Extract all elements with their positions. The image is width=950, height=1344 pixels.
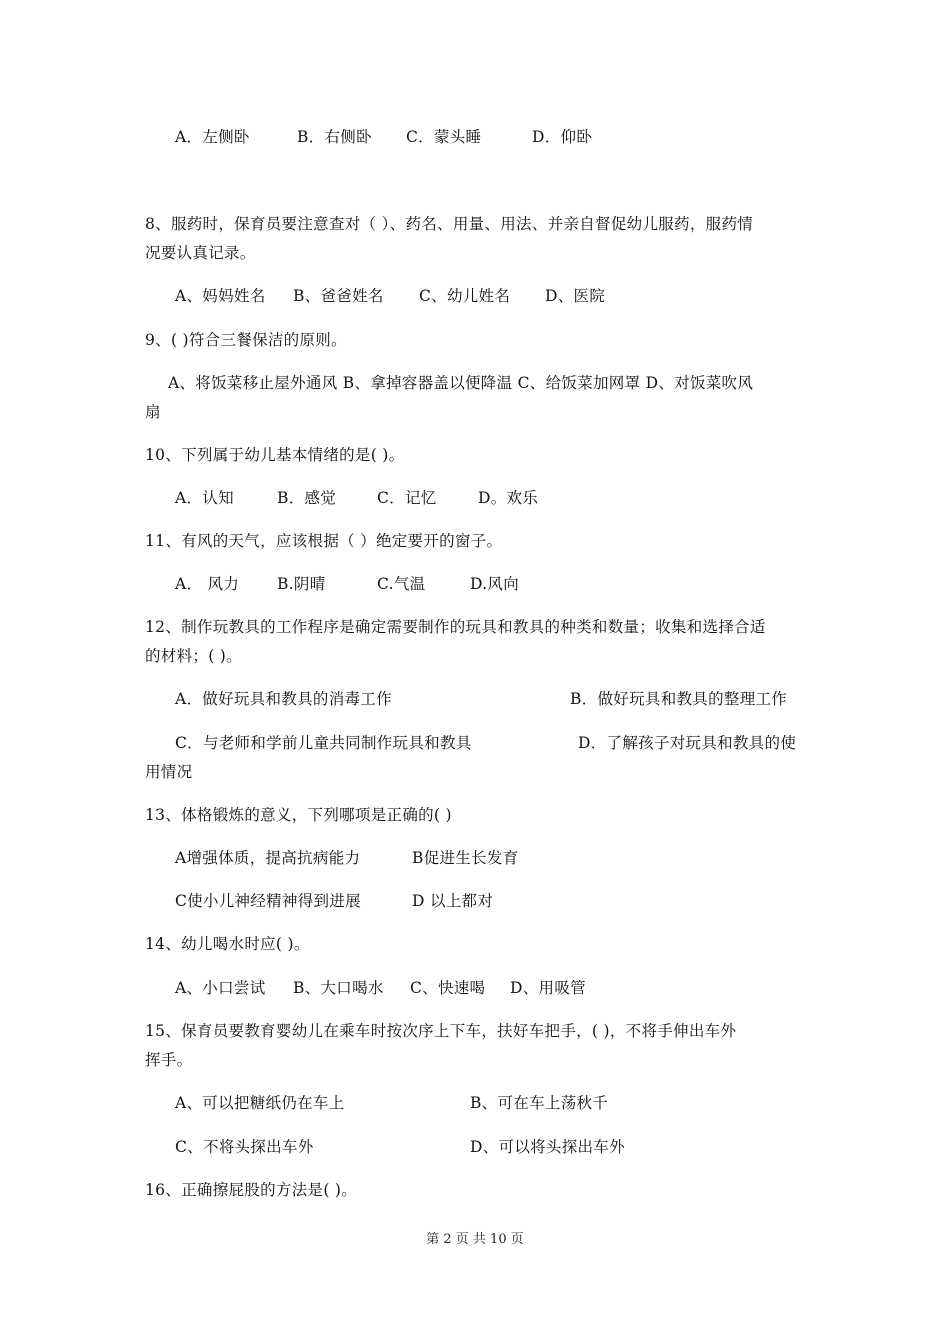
- q14-option-a: A、小口尝试: [175, 979, 266, 997]
- q10-option-a: A．认知: [175, 489, 234, 507]
- q11-option-c: C.气温: [377, 575, 426, 593]
- q12-stem-line1: 12、制作玩教具的工作程序是确定需要制作的玩具和教具的种类和数量；收集和选择合适: [145, 618, 766, 636]
- q11-option-a: A． 风力: [175, 575, 240, 593]
- q7-option-b: B．右侧卧: [297, 128, 372, 146]
- q11-option-b: B.阴晴: [277, 575, 326, 593]
- q14-option-d: D、用吸管: [510, 979, 586, 997]
- q13-option-a: A增强体质，提高抗病能力: [175, 849, 361, 867]
- q9-options-line2: 扇: [145, 403, 161, 421]
- q8-option-c: C、幼儿姓名: [419, 287, 511, 305]
- q15-option-d: D、可以将头探出车外: [470, 1138, 625, 1156]
- q8-stem-line2: 况要认真记录。: [145, 244, 256, 262]
- q10-option-c: C．记忆: [377, 489, 437, 507]
- q10-stem: 10、下列属于幼儿基本情绪的是( )。: [145, 446, 405, 464]
- q8-option-b: B、爸爸姓名: [293, 287, 384, 305]
- q7-option-d: D．仰卧: [532, 128, 593, 146]
- q7-option-a: A．左侧卧: [175, 128, 250, 146]
- page-footer: 第 2 页 共 10 页: [426, 1232, 524, 1247]
- q14-option-b: B、大口喝水: [293, 979, 384, 997]
- q13-option-c: C使小儿神经精神得到进展: [175, 892, 361, 910]
- q15-option-c: C、不将头探出车外: [175, 1138, 314, 1156]
- q15-stem-line1: 15、保育员要教育婴幼儿在乘车时按次序上下车，扶好车把手，( )，不将手伸出车外: [145, 1022, 737, 1040]
- q14-stem: 14、幼儿喝水时应( )。: [145, 935, 310, 953]
- q11-option-d: D.风向: [470, 575, 520, 593]
- q9-options-line1: A、将饭菜移止屋外通风 B、拿掉容器盖以便降温 C、给饭菜加网罩 D、对饭菜吹风: [168, 374, 754, 392]
- q14-option-c: C、快速喝: [410, 979, 486, 997]
- q12-option-a: A．做好玩具和教具的消毒工作: [175, 690, 392, 708]
- q8-stem-line1: 8、服药时，保育员要注意查对（ ）、药名、用量、用法、并亲自督促幼儿服药，服药情: [145, 215, 754, 233]
- q10-option-b: B．感觉: [277, 489, 337, 507]
- q15-option-b: B、可在车上荡秋千: [470, 1094, 609, 1112]
- q13-stem: 13、体格锻炼的意义，下列哪项是正确的( ): [145, 806, 452, 824]
- q15-option-a: A、可以把糖纸仍在车上: [175, 1094, 345, 1112]
- q12-stem-line2: 的材料；( )。: [145, 647, 242, 665]
- q10-option-d: D。欢乐: [478, 489, 539, 507]
- q8-option-d: D、医院: [545, 287, 606, 305]
- q7-option-c: C．蒙头睡: [406, 128, 482, 146]
- q16-stem: 16、正确擦屁股的方法是( )。: [145, 1181, 358, 1199]
- q12-option-b: B．做好玩具和教具的整理工作: [570, 690, 788, 708]
- q11-stem: 11、有风的天气，应该根据（ ）绝定要开的窗子。: [145, 532, 503, 550]
- q12-option-c: C．与老师和学前儿童共同制作玩具和教具: [175, 734, 472, 752]
- q13-option-b: B促进生长发育: [412, 849, 519, 867]
- q8-option-a: A、妈妈姓名: [175, 287, 266, 305]
- q12-option-d-continued: 用情况: [145, 763, 193, 781]
- q9-stem: 9、( )符合三餐保洁的原则。: [145, 331, 347, 349]
- q13-option-d: D 以上都对: [412, 892, 494, 910]
- q15-stem-line2: 挥手。: [145, 1051, 193, 1069]
- q12-option-d: D．了解孩子对玩具和教具的使: [578, 734, 797, 752]
